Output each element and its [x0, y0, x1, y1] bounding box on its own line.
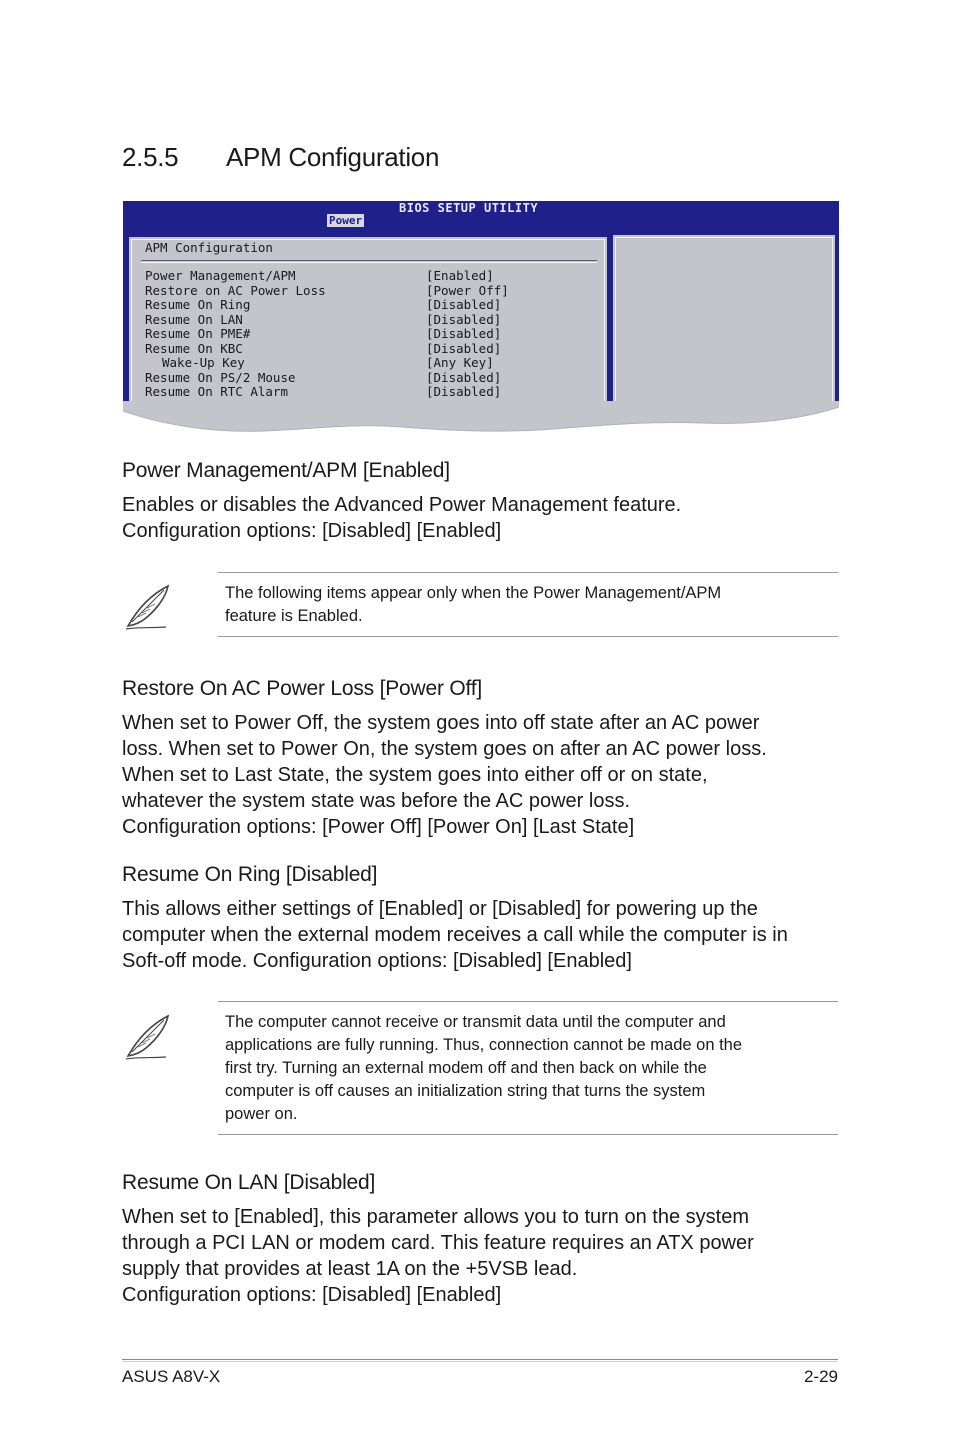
- para-line: When set to Last State, the system goes into either off or on state,: [122, 764, 708, 786]
- heading-resume-ring: Resume On Ring [Disabled]: [122, 863, 378, 886]
- section-title: [122, 142, 439, 173]
- note-line: The following items appear only when the Power Management/APM: [225, 584, 722, 602]
- section-number: 2.5.5: [122, 142, 179, 172]
- bios-setting-name: Resume On PS/2 Mouse: [145, 369, 296, 385]
- bios-setting-name: Resume On Ring: [145, 297, 251, 312]
- para-line: When set to Power Off, the system goes into off state after an AC power: [122, 712, 760, 734]
- para-line: Enables or disables the Advanced Power Management feature.: [122, 494, 682, 516]
- para-restore-ac: [122, 710, 842, 840]
- section-heading: APM Configuration: [226, 142, 440, 172]
- bios-setting-name: Restore on AC Power Loss: [145, 282, 326, 298]
- bios-setting-row: [145, 313, 605, 328]
- bios-title-bar: [123, 201, 839, 227]
- para-resume-ring: [122, 896, 842, 974]
- bios-setting-name: Resume On KBC: [145, 340, 243, 356]
- bios-setting-row: [145, 342, 605, 357]
- para-line: Configuration options: [Disabled] [Enabled]: [122, 520, 502, 542]
- para-line: loss. When set to Power On, the system goes on after an AC power loss.: [122, 738, 767, 760]
- bios-setting-row: [145, 385, 605, 400]
- pen-icon: [122, 1012, 176, 1062]
- bios-help-panel: [613, 235, 835, 419]
- note-line: The computer cannot receive or transmit data until the computer and: [225, 1013, 726, 1031]
- bios-setting-row: [145, 371, 605, 386]
- bios-title: BIOS SETUP UTILITY: [399, 201, 539, 215]
- note-apm: [218, 572, 838, 637]
- bios-setting-value: [Disabled]: [426, 384, 502, 399]
- bios-setting-value: [Any Key]: [426, 355, 494, 370]
- note-line: applications are fully running. Thus, connection cannot be made on the: [225, 1036, 743, 1054]
- bios-tab-power: Power: [329, 214, 363, 227]
- heading-power-management: Power Management/APM [Enabled]: [122, 459, 450, 482]
- bios-setting-value: [Disabled]: [426, 340, 502, 356]
- bios-setting-row: [145, 327, 605, 342]
- para-line: through a PCI LAN or modem card. This feature requires an ATX power: [122, 1232, 754, 1254]
- bios-settings-list: [145, 269, 605, 400]
- bios-setting-row: [145, 284, 605, 299]
- note-line: power on.: [225, 1105, 298, 1123]
- bios-setting-row: [145, 269, 605, 284]
- bios-setting-value: [Disabled]: [426, 297, 502, 312]
- torn-edge: [123, 401, 839, 437]
- para-line: computer when the external modem receives a call while the computer is in: [122, 924, 788, 946]
- bios-setting-value: [Disabled]: [426, 369, 502, 385]
- footer-rule: [122, 1359, 838, 1362]
- pen-icon: [122, 582, 176, 632]
- bios-divider: [141, 260, 597, 263]
- bios-screenshot: [123, 201, 839, 437]
- bios-setting-value: [Enabled]: [426, 268, 494, 283]
- para-line: whatever the system state was before the AC power loss.: [122, 790, 631, 812]
- footer-product: ASUS A8V-X: [122, 1367, 221, 1386]
- bios-setting-value: [Disabled]: [426, 311, 502, 327]
- heading-resume-lan: Resume On LAN [Disabled]: [122, 1171, 376, 1194]
- note-line: computer is off causes an initialization string that turns the system: [225, 1082, 706, 1100]
- note-line: first try. Turning an external modem off and then back on while the: [225, 1059, 707, 1077]
- para-resume-lan: [122, 1204, 842, 1308]
- para-power-management: [122, 492, 842, 544]
- bios-setting-value: [Power Off]: [426, 282, 509, 298]
- bios-setting-name: Resume On PME#: [145, 326, 251, 341]
- para-line: Configuration options: [Disabled] [Enabled]: [122, 1284, 502, 1306]
- bios-setting-row: [145, 298, 605, 313]
- bios-setting-value: [Disabled]: [426, 326, 502, 341]
- footer-page-number: 2-29: [803, 1367, 838, 1386]
- bios-setting-name: Resume On LAN: [145, 311, 243, 327]
- bios-setting-name: Power Management/APM: [145, 268, 296, 283]
- para-line: supply that provides at least 1A on the +5VSB lead.: [122, 1258, 578, 1280]
- heading-restore-ac: Restore On AC Power Loss [Power Off]: [122, 677, 483, 700]
- note-resume-ring: [218, 1001, 838, 1135]
- note-line: feature is Enabled.: [225, 607, 363, 625]
- para-line: When set to [Enabled], this parameter allows you to turn on the system: [122, 1206, 749, 1228]
- para-line: Configuration options: [Power Off] [Power On] [Last State]: [122, 816, 635, 838]
- bios-menu-heading: APM Configuration: [145, 240, 273, 255]
- bios-setting-row: [145, 356, 605, 371]
- para-line: Soft-off mode. Configuration options: [Disabled] [Enabled]: [122, 950, 632, 972]
- bios-setting-name: Wake-Up Key: [162, 355, 245, 370]
- bios-setting-name: Resume On RTC Alarm: [145, 384, 288, 399]
- para-line: This allows either settings of [Enabled] or [Disabled] for powering up the: [122, 898, 758, 920]
